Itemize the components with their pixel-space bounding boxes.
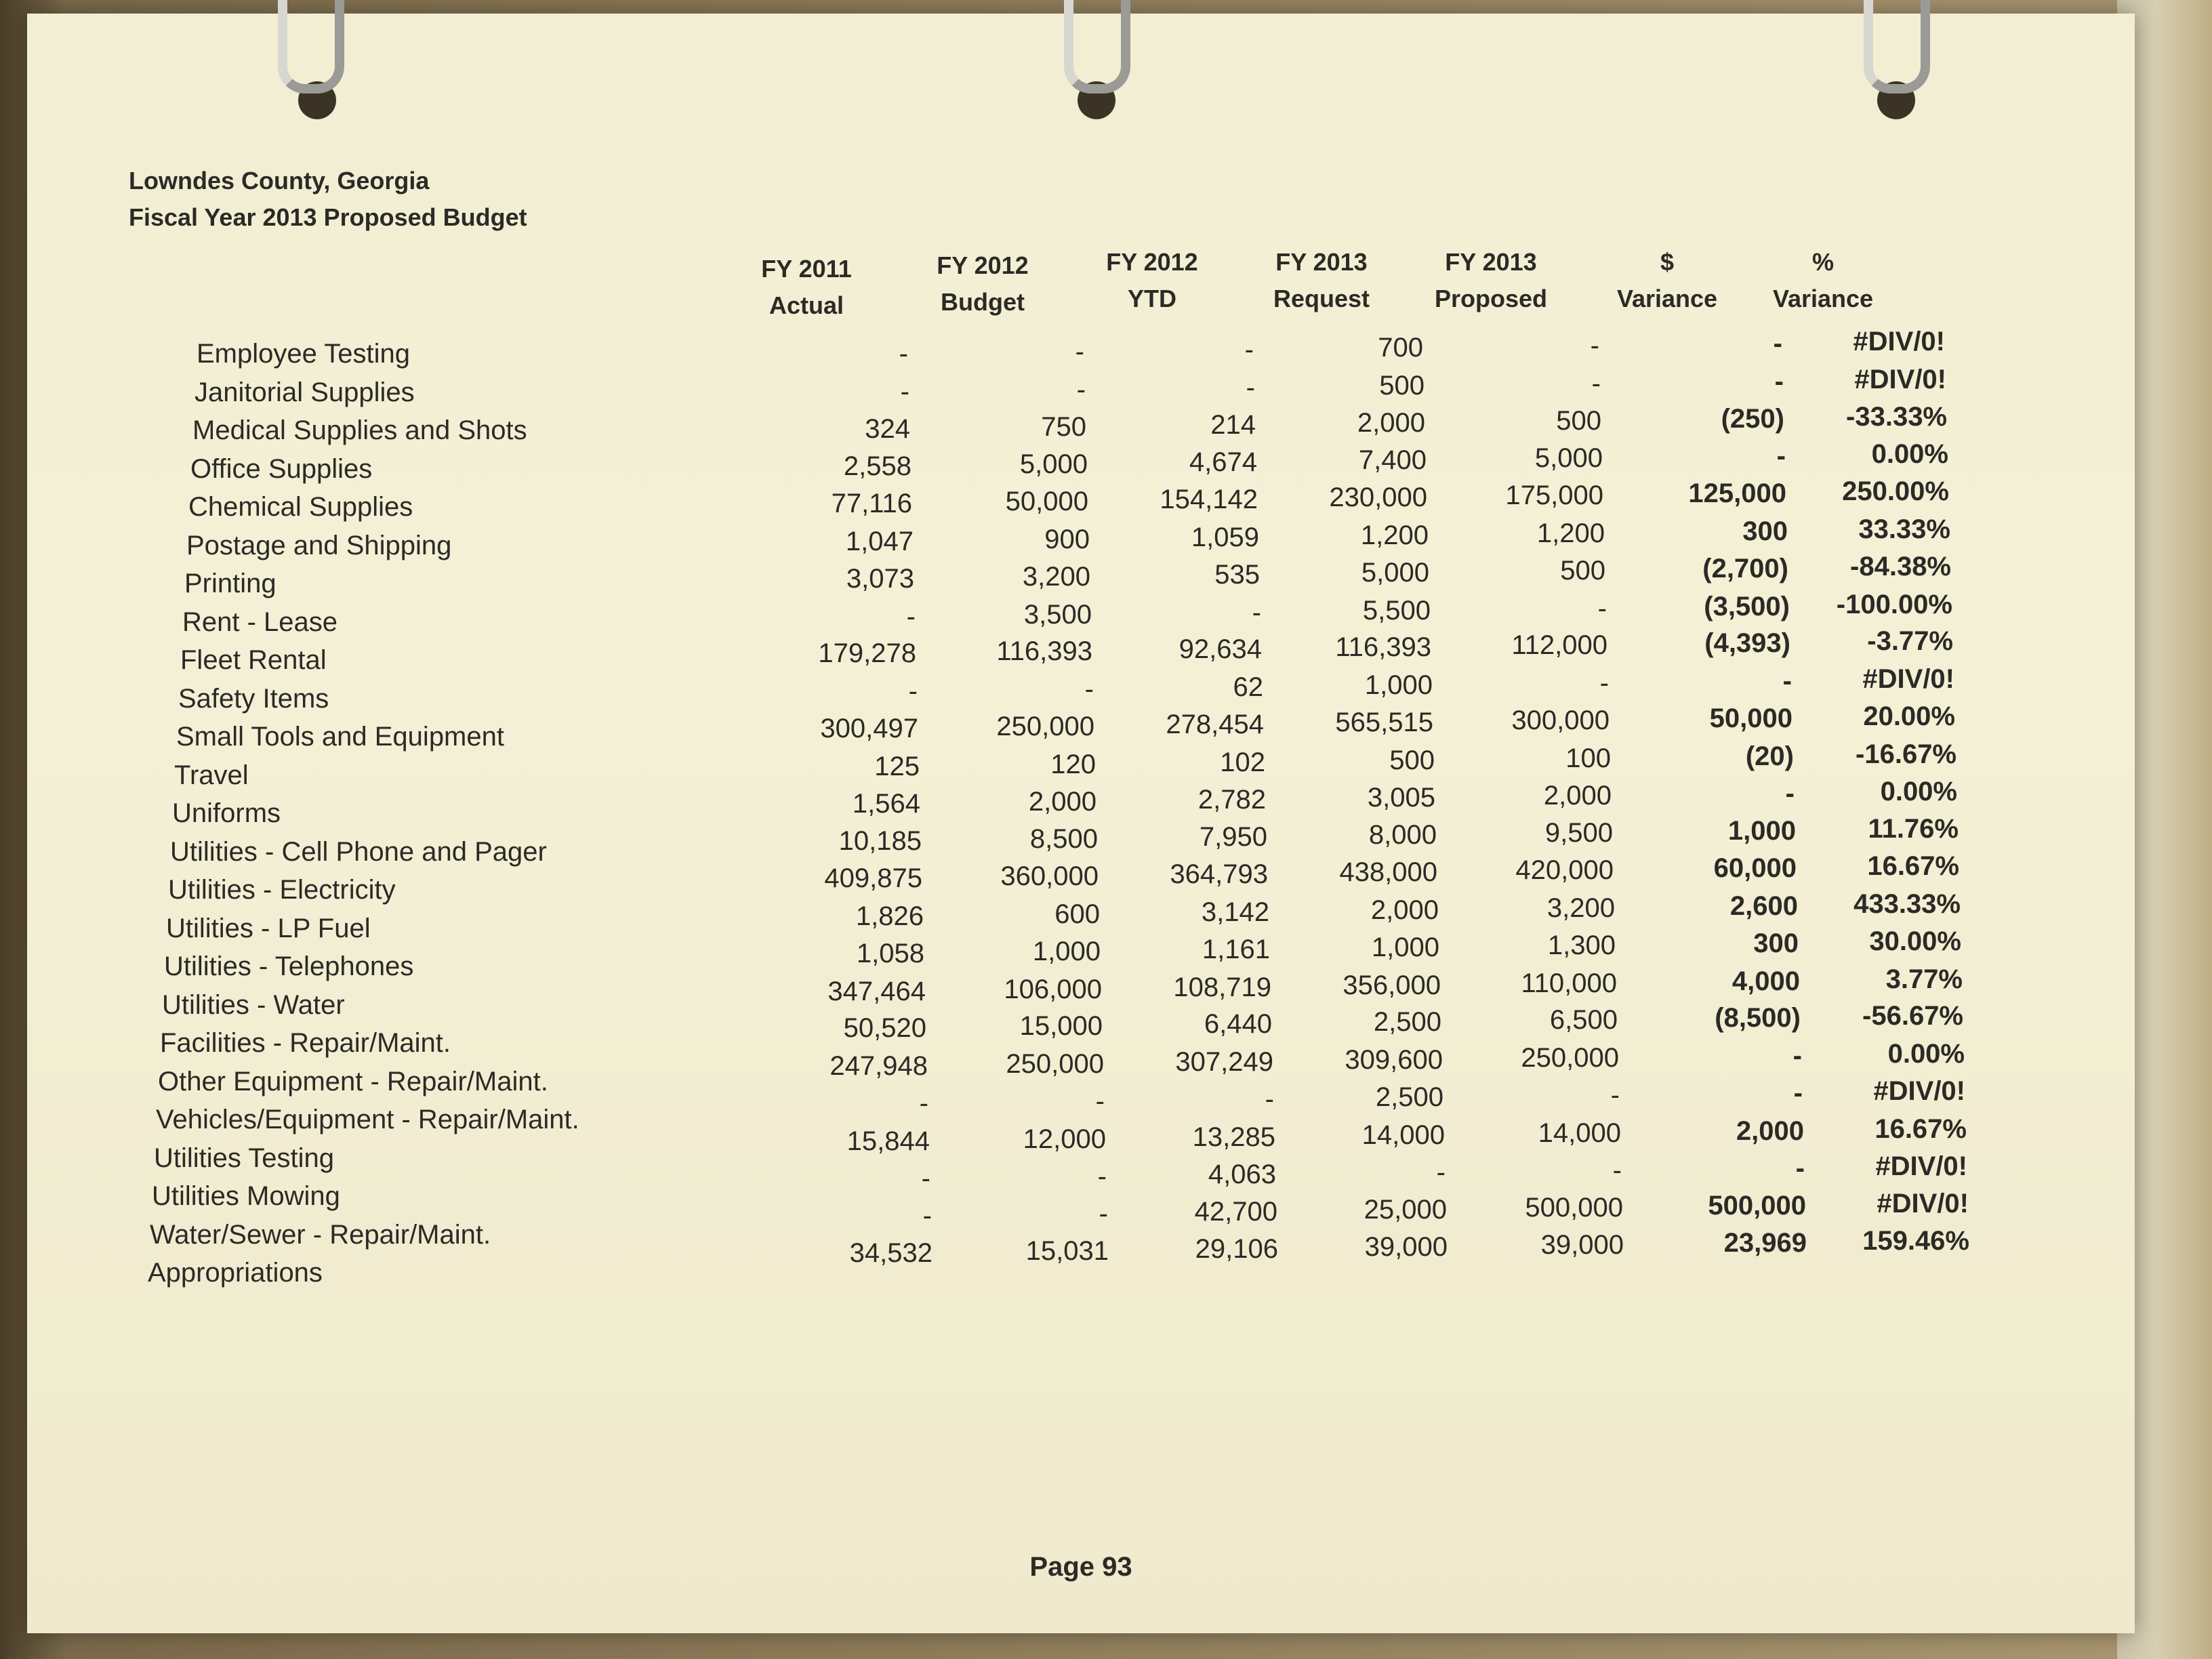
table-cell: (3,500): [1704, 591, 1790, 621]
table-cell: 500,000: [1525, 1192, 1623, 1223]
table-cell: -33.33%: [1846, 402, 1947, 432]
table-cell: #DIV/0!: [1873, 1076, 1965, 1106]
table-cell: 300: [1753, 928, 1799, 958]
table-cell: 92,634: [1179, 634, 1262, 664]
table-cell: -: [1097, 1162, 1107, 1191]
line-item-label: Utilities Testing: [154, 1143, 335, 1173]
table-cell: 300,000: [1511, 705, 1610, 735]
table-cell: -: [1246, 372, 1255, 403]
table-cell: 1,826: [855, 901, 924, 931]
table-cell: -: [1436, 1158, 1446, 1187]
page-number: Page 93: [1029, 1552, 1132, 1582]
table-cell: (2,700): [1702, 554, 1788, 583]
table-cell: #DIV/0!: [1875, 1151, 1967, 1181]
table-cell: -: [1252, 597, 1261, 628]
table-cell: -: [1075, 337, 1084, 367]
table-cell: 125: [874, 751, 920, 781]
table-cell: -: [1776, 441, 1786, 471]
line-item-label: Utilities - Electricity: [168, 875, 396, 905]
binder-ring: [1064, 0, 1130, 94]
table-cell: 3,073: [846, 564, 914, 594]
table-cell: 600: [1054, 899, 1100, 929]
table-cell: 3,142: [1201, 897, 1269, 927]
table-cell: -: [1782, 665, 1792, 696]
table-cell: 3,200: [1547, 893, 1615, 923]
table-cell: 4,000: [1732, 966, 1800, 996]
table-cell: -: [899, 339, 908, 369]
column-header: FY 2013 Proposed: [1434, 248, 1548, 312]
line-item-label: Postage and Shipping: [186, 530, 452, 560]
table-cell: 13,285: [1192, 1122, 1275, 1152]
table-cell: 39,000: [1364, 1232, 1448, 1262]
table-cell: 108,719: [1173, 972, 1271, 1002]
org-name: Lowndes County, Georgia: [129, 167, 430, 194]
column-header: FY 2012 YTD: [1106, 248, 1198, 312]
table-cell: 11.76%: [1868, 813, 1959, 844]
line-item-label: Janitorial Supplies: [194, 377, 415, 407]
table-cell: -: [1084, 674, 1094, 704]
table-cell: 2,782: [1197, 785, 1266, 815]
table-cell: 3.77%: [1885, 964, 1963, 994]
table-cell: 77,116: [831, 489, 912, 518]
table-cell: 278,454: [1166, 710, 1264, 739]
table-cell: 700: [1378, 333, 1423, 363]
table-cell: 1,564: [852, 789, 920, 819]
table-cell: 34,532: [849, 1238, 933, 1268]
table-cell: -: [1610, 1080, 1620, 1110]
table-cell: 16.67%: [1875, 1113, 1967, 1144]
table-cell: 307,249: [1175, 1046, 1273, 1077]
table-cell: 2,558: [843, 451, 912, 481]
table-cell: -3.77%: [1867, 626, 1953, 656]
table-cell: 106,000: [1004, 974, 1102, 1004]
table-cell: -: [1599, 668, 1609, 698]
table-cell: 535: [1214, 560, 1260, 590]
table-cell: 6,500: [1549, 1005, 1618, 1035]
table-cell: 2,600: [1729, 890, 1798, 921]
table-cell: 900: [1044, 524, 1090, 554]
table-cell: (250): [1721, 404, 1784, 434]
table-cell: 420,000: [1515, 855, 1614, 885]
table-cell: 15,000: [1019, 1011, 1103, 1041]
line-item-label: Fleet Rental: [180, 645, 327, 675]
table-cell: -84.38%: [1850, 552, 1951, 581]
line-item-label: Utilities - LP Fuel: [166, 913, 371, 943]
table-cell: #DIV/0!: [1877, 1188, 1969, 1218]
table-cell: 120: [1050, 749, 1096, 779]
table-cell: 347,464: [827, 976, 926, 1006]
binder-ring: [278, 0, 344, 94]
column-header: % Variance: [1772, 248, 1874, 312]
table-cell: 250.00%: [1842, 476, 1949, 506]
line-item-label: Medical Supplies and Shots: [192, 415, 527, 445]
table-cell: -: [1774, 366, 1784, 396]
table-cell: 1,000: [1727, 815, 1796, 846]
table-cell: 1,200: [1360, 520, 1429, 550]
line-item-label: Vehicles/Equipment - Repair/Maint.: [156, 1105, 579, 1134]
table-cell: 1,000: [1032, 937, 1101, 966]
table-cell: 5,000: [1361, 558, 1429, 588]
table-cell: 2,500: [1373, 1007, 1441, 1037]
table-cell: 0.00%: [1887, 1038, 1965, 1069]
table-cell: -: [1095, 1086, 1105, 1116]
table-cell: 2,500: [1375, 1082, 1443, 1112]
table-cell: 50,520: [843, 1013, 926, 1043]
table-cell: -: [1597, 593, 1607, 623]
table-cell: 16.67%: [1867, 851, 1959, 881]
table-cell: -: [1793, 1040, 1802, 1071]
table-cell: 500,000: [1708, 1190, 1806, 1221]
table-cell: 565,515: [1335, 708, 1433, 737]
table-cell: 125,000: [1688, 478, 1786, 508]
table-cell: 409,875: [824, 863, 922, 893]
table-cell: 750: [1041, 412, 1086, 442]
table-cell: 250,000: [1521, 1042, 1619, 1073]
table-cell: #DIV/0!: [1862, 663, 1954, 694]
line-item-label: Employee Testing: [197, 339, 410, 369]
table-cell: 0.00%: [1880, 777, 1957, 806]
table-cell: 1,000: [1364, 670, 1433, 700]
table-cell: 2,000: [1357, 408, 1425, 438]
table-cell: 500: [1556, 406, 1601, 436]
table-cell: -56.67%: [1862, 1001, 1963, 1031]
budget-subtitle: Fiscal Year 2013 Proposed Budget: [129, 203, 527, 231]
table-cell: 6,440: [1204, 1009, 1272, 1039]
table-cell: (8,500): [1715, 1003, 1801, 1033]
table-cell: 7,400: [1358, 445, 1427, 475]
line-item-label: Travel: [174, 760, 249, 790]
table-cell: 4,674: [1189, 447, 1257, 477]
table-cell: 1,161: [1202, 935, 1270, 964]
line-item-label: Rent - Lease: [182, 607, 338, 637]
table-cell: 300: [1742, 516, 1788, 546]
table-cell: -: [1773, 329, 1782, 359]
line-item-label: Uniforms: [172, 798, 281, 828]
table-cell: 116,393: [996, 636, 1092, 666]
table-cell: 0.00%: [1871, 438, 1948, 469]
table-cell: 250,000: [1006, 1048, 1104, 1079]
table-cell: 230,000: [1329, 483, 1427, 512]
table-cell: 42,700: [1194, 1196, 1277, 1227]
table-cell: 9,500: [1544, 817, 1613, 848]
table-cell: 1,058: [856, 939, 924, 968]
table-cell: -: [1590, 331, 1599, 361]
line-item-label: Appropriations: [148, 1258, 323, 1288]
table-cell: 15,844: [846, 1126, 930, 1156]
table-cell: 1,300: [1547, 930, 1616, 960]
table-cell: 356,000: [1343, 970, 1441, 1000]
table-cell: 1,200: [1536, 518, 1605, 548]
table-cell: 3,500: [1023, 599, 1092, 630]
table-cell: 364,793: [1170, 859, 1268, 889]
table-cell: 2,000: [1370, 895, 1439, 925]
table-cell: 175,000: [1505, 480, 1603, 510]
table-cell: 14,000: [1538, 1118, 1621, 1148]
table-cell: 20.00%: [1863, 701, 1955, 731]
line-item-label: Utilities Mowing: [152, 1181, 340, 1211]
table-cell: 8,500: [1029, 823, 1098, 854]
table-cell: 247,948: [830, 1050, 928, 1081]
table-cell: 30.00%: [1869, 926, 1961, 956]
table-cell: 324: [865, 414, 910, 444]
table-cell: 433.33%: [1853, 888, 1961, 919]
table-cell: 1,059: [1191, 522, 1259, 552]
table-cell: -: [922, 1200, 932, 1231]
table-cell: 250,000: [996, 712, 1094, 741]
table-cell: 1,000: [1371, 933, 1439, 962]
table-cell: 300,497: [820, 714, 918, 743]
table-cell: -: [1265, 1084, 1274, 1114]
table-cell: 15,031: [1025, 1236, 1109, 1266]
column-header: FY 2013 Request: [1273, 248, 1370, 312]
table-cell: 33.33%: [1858, 514, 1950, 544]
table-cell: 62: [1233, 672, 1263, 702]
table-cell: 438,000: [1339, 857, 1437, 887]
table-cell: 50,000: [1005, 487, 1088, 516]
budget-page: [27, 14, 2135, 1633]
line-item-label: Utilities - Cell Phone and Pager: [170, 836, 547, 867]
table-cell: 12,000: [1023, 1124, 1106, 1154]
line-item-label: Printing: [184, 569, 276, 598]
table-cell: -100.00%: [1836, 589, 1952, 619]
table-cell: (4,393): [1704, 628, 1790, 658]
table-cell: 214: [1210, 410, 1256, 440]
table-cell: 8,000: [1368, 819, 1437, 850]
table-cell: 2,000: [1736, 1115, 1804, 1146]
table-cell: 110,000: [1521, 968, 1617, 998]
table-cell: (20): [1745, 741, 1794, 771]
table-cell: 14,000: [1361, 1120, 1445, 1150]
table-cell: 500: [1560, 556, 1605, 586]
line-item-label: Utilities - Water: [162, 989, 345, 1020]
table-cell: 2,000: [1028, 787, 1097, 817]
table-cell: 25,000: [1364, 1194, 1447, 1225]
table-cell: 500: [1389, 745, 1435, 775]
table-cell: -: [1099, 1198, 1108, 1229]
table-cell: 500: [1379, 370, 1425, 401]
table-cell: -: [900, 376, 909, 407]
table-cell: -: [1793, 1078, 1803, 1108]
table-cell: -: [1612, 1155, 1622, 1185]
table-cell: 4,063: [1208, 1160, 1276, 1189]
table-cell: -16.67%: [1856, 739, 1957, 769]
table-cell: -: [919, 1088, 928, 1118]
table-cell: -: [1076, 374, 1086, 405]
line-item-label: Utilities - Telephones: [164, 951, 414, 981]
table-cell: -: [1785, 779, 1795, 808]
table-cell: 39,000: [1540, 1230, 1624, 1260]
line-item-label: Facilities - Repair/Maint.: [160, 1028, 451, 1058]
table-cell: 2,000: [1543, 781, 1612, 811]
table-cell: 159.46%: [1862, 1226, 1969, 1256]
table-cell: -: [1244, 335, 1254, 365]
table-cell: #DIV/0!: [1853, 327, 1945, 356]
table-cell: 112,000: [1511, 630, 1607, 660]
table-cell: 100: [1565, 743, 1611, 773]
table-cell: 7,950: [1199, 821, 1267, 852]
table-cell: 102: [1220, 747, 1265, 777]
line-item-label: Chemical Supplies: [188, 492, 413, 522]
table-cell: 1,047: [845, 526, 914, 556]
table-cell: 154,142: [1160, 485, 1258, 514]
table-cell: 50,000: [1709, 703, 1793, 733]
line-item-label: Other Equipment - Repair/Maint.: [158, 1066, 548, 1097]
table-cell: 60,000: [1713, 853, 1797, 883]
table-cell: 29,106: [1195, 1234, 1278, 1264]
line-item-label: Small Tools and Equipment: [176, 722, 504, 752]
table-cell: -: [1591, 368, 1601, 398]
binder-ring: [1864, 0, 1930, 94]
table-cell: 23,969: [1723, 1228, 1807, 1258]
column-header: $ Variance: [1616, 248, 1718, 312]
table-cell: 360,000: [1000, 861, 1099, 891]
column-header: FY 2011 Actual: [761, 255, 852, 319]
table-cell: 10,185: [838, 825, 922, 856]
line-item-label: Water/Sewer - Repair/Maint.: [150, 1219, 491, 1250]
table-cell: 116,393: [1335, 632, 1431, 662]
table-cell: -: [908, 676, 918, 706]
table-cell: -: [1795, 1153, 1805, 1183]
table-cell: 3,200: [1022, 562, 1090, 592]
table-cell: -: [921, 1164, 930, 1193]
table-cell: 179,278: [818, 638, 916, 668]
table-cell: 3,005: [1367, 783, 1435, 813]
table-cell: 309,600: [1345, 1044, 1443, 1075]
column-header: FY 2012 Budget: [937, 251, 1029, 316]
table-cell: 5,500: [1362, 595, 1431, 626]
line-item-label: Safety Items: [178, 683, 329, 714]
line-item-label: Office Supplies: [190, 453, 373, 484]
table-cell: -: [906, 601, 916, 632]
document-header: [129, 163, 527, 236]
table-cell: 5,000: [1534, 443, 1603, 473]
table-cell: #DIV/0!: [1854, 364, 1946, 394]
table-cell: 5,000: [1019, 449, 1088, 479]
